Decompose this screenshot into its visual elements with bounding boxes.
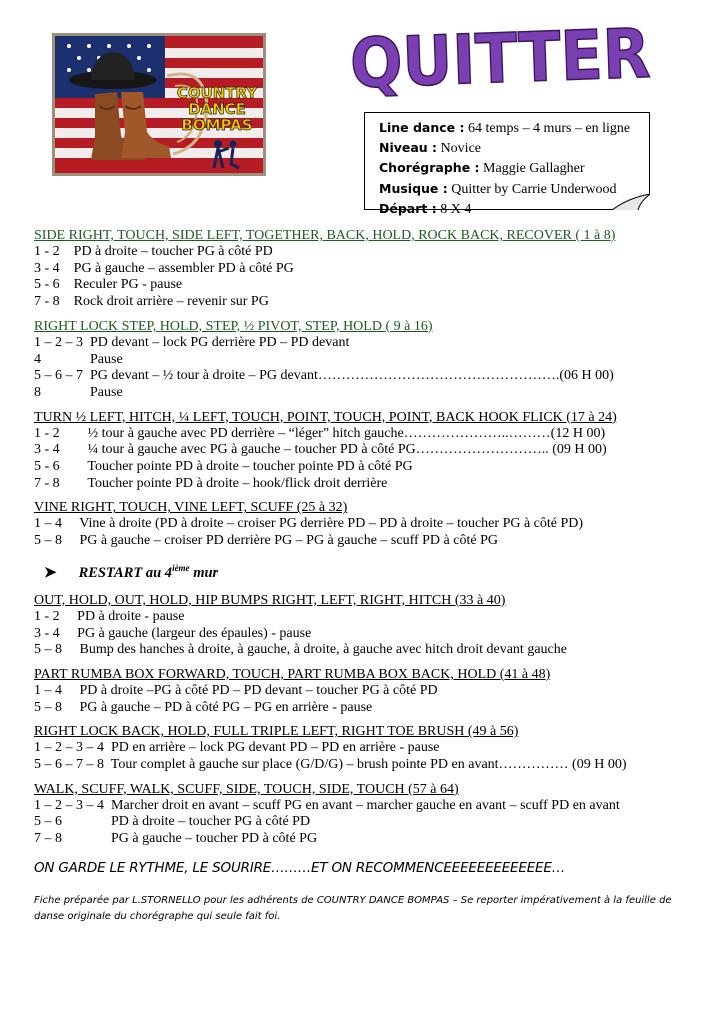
flag-boots-image <box>55 36 263 173</box>
section-41-48 <box>34 666 714 716</box>
info-row-start: Départ : 8 X 4 <box>379 200 472 217</box>
section-33-40 <box>34 592 714 659</box>
step-line: 5 – 6 – 7 – 8 Tour complet à gauche sur place (G/D/G) – brush pointe PD en avant…………… (09 H 00) <box>34 757 627 773</box>
section-9-16 <box>34 318 714 402</box>
step-line: 8 Pause <box>34 384 123 400</box>
step-line: 7 - 8 Rock droit arrière – revenir sur PG <box>34 294 269 310</box>
step-line: 1 - 2 PD à droite – toucher PG à côté PD <box>34 244 273 259</box>
step-line: 1 – 4 PD à droite –PG à côté PD – PD devant – toucher PG à côté PD <box>34 682 438 698</box>
step-line: 1 - 2 PD à droite - pause <box>34 608 185 624</box>
info-row-level: Niveau : Novice <box>379 140 481 157</box>
club-logo <box>52 33 266 176</box>
section-heading: SIDE RIGHT, TOUCH, SIDE LEFT, TOGETHER, BACK, HOLD, ROCK BACK, RECOVER ( 1 à 8) <box>34 228 616 243</box>
arrow-bullet-icon: ➤ <box>44 564 57 581</box>
dance-info-box <box>364 112 650 217</box>
step-line: 1 – 2 – 3 – 4 PD en arrière – lock PG devant PD – PD en arrière - pause <box>34 740 440 756</box>
logo-line-2: DANCE <box>188 100 246 118</box>
title-text: QUITTER <box>348 16 660 98</box>
step-line: 5 – 8 PG à gauche – croiser PD derrière PG – PG à gauche – scuff PD à côté PG <box>34 533 498 549</box>
step-line: 1 – 4 Vine à droite (PD à droite – croiser PG derrière PD – PD à droite – toucher PG à côté PD) <box>34 516 584 532</box>
section-57-64 <box>34 781 714 848</box>
section-heading: WALK, SCUFF, WALK, SCUFF, SIDE, TOUCH, SIDE, TOUCH (57 à 64) <box>34 781 459 797</box>
step-line: 4 Pause <box>34 351 123 367</box>
dance-title <box>340 16 660 98</box>
closing-message: ON GARDE LE RYTHME, LE SOURIRE………ET ON RECOMMENCEEEEEEEEEEEEE… <box>34 859 566 876</box>
info-row-choreographer: Chorégraphe : Maggie Gallagher <box>379 160 585 177</box>
logo-line-3: BOMPAS <box>181 116 253 134</box>
section-heading: RIGHT LOCK BACK, HOLD, FULL TRIPLE LEFT, RIGHT TOE BRUSH (49 à 56) <box>34 724 519 740</box>
page-fold-icon <box>612 194 650 210</box>
footer-note: Fiche préparée par L.STORNELLO pour les adhérents de COUNTRY DANCE BOMPAS – Se reporter impérativement à la feuille de danse originale du chorégraphe qui seule fait foi. <box>34 894 672 922</box>
restart-text: RESTART au 4ième mur <box>78 562 219 581</box>
step-sheet <box>34 227 714 925</box>
step-line: 5 – 8 Bump des hanches à droite, à gauche, à droite, à gauche avec hitch droit devant gauche <box>34 642 567 658</box>
logo-line-1: COUNTRY <box>176 84 258 102</box>
step-line: 3 - 4 ¼ tour à gauche avec PG à gauche – toucher PD à côté PG……………………….. (09 H 00) <box>34 442 607 458</box>
section-17-24 <box>34 409 714 493</box>
step-line: 5 - 6 Toucher pointe PD à droite – toucher pointe PD à côté PG <box>34 459 413 475</box>
step-line: 5 - 6 Reculer PG - pause <box>34 277 183 293</box>
step-line: 5 – 8 PG à gauche – PD à côté PG – PG en arrière - pause <box>34 699 373 715</box>
step-line: 3 - 4 PG à gauche (largeur des épaules) - pause <box>34 625 312 641</box>
step-line: 7 - 8 Toucher pointe PD à droite – hook/flick droit derrière <box>34 475 388 491</box>
section-heading: OUT, HOLD, OUT, HOLD, HIP BUMPS RIGHT, LEFT, RIGHT, HITCH (33 à 40) <box>34 592 506 608</box>
info-row-type: Line dance : 64 temps – 4 murs – en ligne <box>379 120 631 136</box>
section-49-56 <box>34 723 714 773</box>
section-25-32 <box>34 499 714 549</box>
info-row-music: Musique : Quitter by Carrie Underwood <box>379 180 617 197</box>
step-line: 1 - 2 ½ tour à gauche avec PD derrière – “léger” hitch gauche…………………..………(12 H 00) <box>34 425 606 441</box>
section-1-8 <box>34 227 714 311</box>
section-heading: VINE RIGHT, TOUCH, VINE LEFT, SCUFF (25 à 32) <box>34 500 348 516</box>
section-heading: RIGHT LOCK STEP, HOLD, STEP, ½ PIVOT, STEP, HOLD ( 9 à 16) <box>34 318 433 334</box>
step-line: 5 – 6 PD à droite – toucher PG à côté PD <box>34 814 311 830</box>
restart-note <box>44 563 714 582</box>
step-line: 1 – 2 – 3 PD devant – lock PG derrière PD – PD devant <box>34 334 350 350</box>
section-heading: PART RUMBA BOX FORWARD, TOUCH, PART RUMBA BOX BACK, HOLD (41 à 48) <box>34 666 551 682</box>
step-line: 5 – 6 – 7 PG devant – ½ tour à droite – PG devant…………………………………………….(06 H 00) <box>34 368 614 384</box>
step-line: 3 - 4 PG à gauche – assembler PD à côté PG <box>34 260 294 276</box>
step-line: 1 – 2 – 3 – 4 Marcher droit en avant – scuff PG en avant – marcher gauche en avant – scuff PD en avant <box>34 797 620 813</box>
section-heading: TURN ½ LEFT, HITCH, ¼ LEFT, TOUCH, POINT, TOUCH, POINT, BACK HOOK FLICK (17 à 24) <box>34 409 617 425</box>
step-line: 7 – 8 PG à gauche – toucher PD à côté PG <box>34 831 318 847</box>
